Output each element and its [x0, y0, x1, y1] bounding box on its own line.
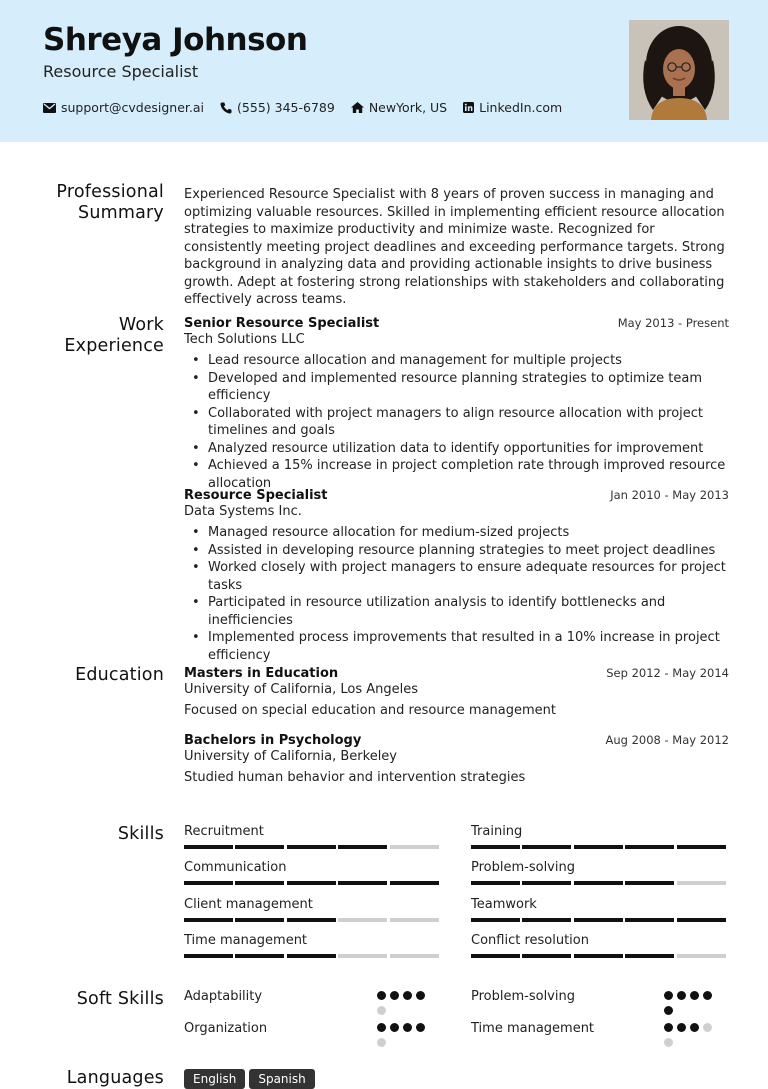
skill-segment-filled	[522, 954, 571, 958]
job-bullet: • Collaborated with project managers to align resource allocation with project timelines and goals	[184, 405, 729, 440]
skill-segment-empty	[677, 881, 726, 885]
job-bullet: • Achieved a 15% increase in project completion rate through improved resource allocation	[184, 457, 729, 492]
job-bullet: • Developed and implemented resource planning strategies to optimize team efficiency	[184, 370, 729, 405]
skill-segment-filled	[235, 918, 284, 922]
job-bullet: • Assisted in developing resource planning strategies to meet project deadlines	[184, 542, 729, 560]
skill-segment-filled	[287, 845, 336, 849]
resume-header	[0, 0, 768, 142]
skill-item	[184, 824, 441, 849]
job-bullet: • Participated in resource utilization analysis to identify bottlenecks and inefficiencies	[184, 594, 729, 629]
skill-item	[471, 860, 728, 885]
skill-segment-filled	[235, 954, 284, 958]
contact-location	[351, 100, 447, 115]
skill-segment-filled	[625, 845, 674, 849]
section-title-skills: Skills	[117, 824, 164, 844]
section-title-education: Education	[75, 665, 164, 685]
education-entry	[184, 666, 729, 718]
job-bullet: • Analyzed resource utilization data to identify opportunities for improvement	[184, 440, 729, 458]
language-tag: English	[184, 1069, 245, 1089]
skill-name: Teamwork	[471, 897, 537, 912]
skill-level-bar	[471, 918, 728, 922]
soft-skill-dots	[377, 991, 441, 1021]
job-title: Resource Specialist	[184, 488, 328, 503]
candidate-name: Shreya Johnson	[43, 22, 308, 58]
soft-skill-name: Organization	[184, 1021, 268, 1036]
rating-dot-filled	[377, 991, 386, 1000]
skill-name: Problem-solving	[471, 860, 575, 875]
job-company: Data Systems Inc.	[184, 504, 302, 519]
soft-skill-item	[184, 989, 441, 1023]
skill-name: Recruitment	[184, 824, 264, 839]
section-title-soft-skills: Soft Skills	[76, 989, 164, 1009]
job-dates: Jan 2010 - May 2013	[610, 488, 729, 502]
skill-name: Conflict resolution	[471, 933, 589, 948]
skill-segment-filled	[625, 954, 674, 958]
skill-item	[184, 897, 441, 922]
skill-item	[184, 933, 441, 958]
rating-dot-filled	[664, 1023, 673, 1032]
skill-level-bar	[471, 881, 728, 885]
contact-phone[interactable]	[220, 100, 335, 115]
skill-segment-filled	[184, 954, 233, 958]
soft-skill-item	[471, 989, 728, 1023]
skill-segment-filled	[522, 845, 571, 849]
email-text: support@cvdesigner.ai	[61, 100, 205, 115]
job-bullet: • Lead resource allocation and management for multiple projects	[184, 352, 729, 370]
education-degree: Bachelors in Psychology	[184, 733, 362, 748]
rating-dot-filled	[677, 991, 686, 1000]
soft-skill-item	[184, 1021, 441, 1055]
rating-dot-filled	[703, 991, 712, 1000]
phone-icon	[220, 102, 232, 114]
contact-email[interactable]	[43, 100, 204, 115]
education-school: University of California, Berkeley	[184, 749, 397, 764]
skill-level-bar	[184, 918, 441, 922]
rating-dot-filled	[390, 1023, 399, 1032]
skill-segment-filled	[471, 881, 520, 885]
skill-segment-empty	[338, 954, 387, 958]
skill-segment-filled	[390, 881, 439, 885]
skill-name: Training	[471, 824, 523, 839]
skill-segment-filled	[522, 881, 571, 885]
skill-item	[184, 860, 441, 885]
rating-dot-filled	[403, 1023, 412, 1032]
contact-linkedin[interactable]	[463, 100, 562, 115]
rating-dot-filled	[664, 991, 673, 1000]
section-title-languages: Languages	[66, 1068, 164, 1088]
education-dates: Sep 2012 - May 2014	[606, 666, 729, 680]
rating-dot-empty	[377, 1038, 386, 1047]
linkedin-text: LinkedIn.com	[479, 100, 563, 115]
skill-segment-filled	[574, 954, 623, 958]
rating-dot-filled	[377, 1023, 386, 1032]
skill-segment-filled	[522, 918, 571, 922]
location-text: NewYork, US	[368, 100, 448, 115]
education-entry	[184, 733, 729, 785]
skill-segment-empty	[390, 845, 439, 849]
education-dates: Aug 2008 - May 2012	[605, 733, 729, 747]
skill-segment-filled	[184, 881, 233, 885]
soft-skill-dots	[664, 1023, 728, 1053]
job-entry	[184, 488, 729, 664]
job-company: Tech Solutions LLC	[184, 332, 305, 347]
language-tag: Spanish	[249, 1069, 314, 1089]
skill-segment-filled	[287, 954, 336, 958]
skill-item	[471, 824, 728, 849]
rating-dot-filled	[677, 1023, 686, 1032]
soft-skill-name: Adaptability	[184, 989, 263, 1004]
skill-segment-filled	[625, 881, 674, 885]
skill-segment-filled	[287, 881, 336, 885]
job-dates: May 2013 - Present	[617, 316, 729, 330]
candidate-role: Resource Specialist	[43, 62, 199, 81]
profile-photo	[629, 20, 729, 120]
skill-segment-filled	[287, 918, 336, 922]
rating-dot-filled	[416, 1023, 425, 1032]
contact-row	[43, 100, 578, 115]
rating-dot-filled	[416, 991, 425, 1000]
soft-skill-name: Problem-solving	[471, 989, 575, 1004]
skill-segment-filled	[235, 881, 284, 885]
skill-level-bar	[471, 954, 728, 958]
job-bullet: • Worked closely with project managers to ensure adequate resources for project tasks	[184, 559, 729, 594]
soft-skill-dots	[664, 991, 728, 1021]
skill-segment-filled	[471, 954, 520, 958]
skill-item	[471, 933, 728, 958]
skill-segment-filled	[184, 845, 233, 849]
skill-level-bar	[184, 881, 441, 885]
skill-item	[471, 897, 728, 922]
home-icon	[351, 102, 364, 113]
skill-level-bar	[184, 845, 441, 849]
skill-name: Time management	[184, 933, 308, 948]
skill-segment-empty	[390, 918, 439, 922]
skill-segment-filled	[574, 881, 623, 885]
skill-segment-empty	[677, 954, 726, 958]
rating-dot-filled	[664, 1006, 673, 1015]
skill-segment-filled	[625, 918, 674, 922]
soft-skill-dots	[377, 1023, 441, 1053]
linkedin-icon	[463, 102, 474, 113]
skill-segment-filled	[471, 845, 520, 849]
skill-segment-filled	[471, 918, 520, 922]
skill-name: Communication	[184, 860, 287, 875]
section-title-work: Work Experience	[64, 315, 164, 356]
job-bullets	[184, 352, 729, 492]
soft-skill-item	[471, 1021, 728, 1055]
skill-segment-filled	[677, 845, 726, 849]
education-degree: Masters in Education	[184, 666, 339, 681]
education-description: Studied human behavior and intervention strategies	[184, 770, 526, 785]
skill-segment-filled	[574, 918, 623, 922]
summary-text: Experienced Resource Specialist with 8 years of proven success in managing and optimizing valuable resources. Skilled in implementing efficient resource allocation strategies to maximize productivity and minimize waste. Recognized for consistently meeting project deadlines and exceeding performance targets. Strong background in analyzing data and providing actionable insights to drive business growth. Adept at fostering strong relationships with stakeholders and collaborating effectively across teams.	[184, 187, 725, 307]
rating-dot-filled	[390, 991, 399, 1000]
job-bullet: • Managed resource allocation for medium-sized projects	[184, 524, 729, 542]
rating-dot-empty	[703, 1023, 712, 1032]
skill-segment-filled	[677, 918, 726, 922]
skill-segment-empty	[390, 954, 439, 958]
skill-name: Client management	[184, 897, 313, 912]
phone-text: (555) 345-6789	[237, 100, 335, 115]
skill-segment-filled	[338, 881, 387, 885]
skill-segment-filled	[184, 918, 233, 922]
skill-level-bar	[471, 845, 728, 849]
rating-dot-filled	[690, 1023, 699, 1032]
skill-segment-filled	[574, 845, 623, 849]
skill-segment-filled	[235, 845, 284, 849]
education-school: University of California, Los Angeles	[184, 682, 419, 697]
rating-dot-filled	[690, 991, 699, 1000]
section-title-summary: Professional Summary	[56, 182, 164, 223]
skill-segment-empty	[338, 918, 387, 922]
soft-skill-name: Time management	[471, 1021, 595, 1036]
job-title: Senior Resource Specialist	[184, 316, 380, 331]
job-bullets	[184, 524, 729, 664]
language-list	[184, 1069, 319, 1089]
rating-dot-empty	[664, 1038, 673, 1047]
job-bullet: • Implemented process improvements that resulted in a 10% increase in project efficiency	[184, 629, 729, 664]
skill-segment-filled	[338, 845, 387, 849]
education-description: Focused on special education and resource management	[184, 703, 556, 718]
rating-dot-empty	[377, 1006, 386, 1015]
job-entry	[184, 316, 729, 492]
envelope-icon	[43, 103, 56, 113]
rating-dot-filled	[403, 991, 412, 1000]
skill-level-bar	[184, 954, 441, 958]
